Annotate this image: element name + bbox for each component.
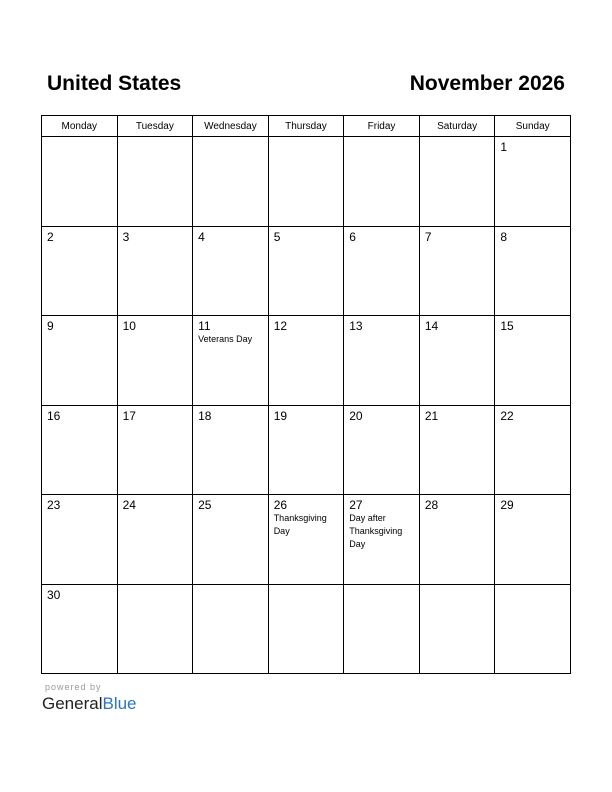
day-number: 13: [349, 319, 363, 333]
day-number: 4: [198, 229, 205, 244]
day-cell[interactable]: [268, 226, 344, 316]
weekday-header: Tuesday: [117, 116, 193, 137]
day-cell[interactable]: [419, 316, 495, 406]
week-row: [42, 584, 571, 674]
empty-day-cell: [268, 137, 344, 227]
brand-logo[interactable]: [42, 693, 137, 715]
week-row: [42, 495, 571, 585]
day-cell[interactable]: [344, 316, 420, 406]
empty-day-cell: [193, 584, 269, 674]
day-cell[interactable]: [42, 584, 118, 674]
day-cell[interactable]: [419, 405, 495, 495]
day-cell[interactable]: [117, 226, 193, 316]
weekday-header: Monday: [42, 116, 118, 137]
calendar-grid: [41, 115, 571, 674]
day-number: 14: [424, 319, 439, 333]
holiday-label: Day after Thanksgiving Day: [349, 513, 403, 549]
day-number: 29: [500, 498, 514, 512]
day-cell[interactable]: [117, 316, 193, 406]
day-cell[interactable]: [419, 495, 495, 585]
day-cell[interactable]: [193, 495, 269, 585]
weekday-header-row: [42, 116, 571, 137]
empty-day-cell: [344, 584, 420, 674]
day-cell[interactable]: [42, 405, 118, 495]
day-number: 5: [273, 229, 281, 244]
day-cell[interactable]: [42, 226, 118, 316]
day-number: 28: [424, 498, 439, 512]
day-number: 25: [198, 498, 212, 512]
day-number: 3: [122, 229, 130, 244]
country-title: United States: [47, 72, 182, 95]
day-number: 12: [273, 319, 288, 333]
day-cell[interactable]: [495, 495, 571, 585]
day-number: 18: [198, 408, 212, 423]
day-number: 27: [349, 498, 363, 512]
day-cell[interactable]: [268, 405, 344, 495]
day-number: 19: [273, 408, 288, 423]
day-number: 11: [198, 319, 211, 333]
day-number: 10: [122, 319, 136, 333]
day-cell[interactable]: [268, 316, 344, 406]
day-cell[interactable]: [495, 405, 571, 495]
weekday-header: Sunday: [495, 116, 571, 137]
day-cell[interactable]: [344, 226, 420, 316]
day-cell[interactable]: [344, 495, 420, 585]
empty-day-cell: [193, 137, 269, 227]
day-cell[interactable]: [42, 495, 118, 585]
brand-name-part2: Blue: [102, 694, 137, 713]
day-number: 9: [47, 319, 54, 333]
day-cell[interactable]: [117, 495, 193, 585]
holiday-label: Veterans Day: [198, 334, 253, 344]
empty-day-cell: [344, 137, 420, 227]
day-number: 8: [500, 229, 508, 244]
day-number: 15: [500, 319, 514, 333]
empty-day-cell: [42, 137, 118, 227]
day-cell[interactable]: [42, 316, 118, 406]
day-number: 16: [47, 408, 61, 423]
powered-by-label: powered by: [45, 682, 102, 692]
day-number: 7: [424, 229, 432, 244]
empty-day-cell: [117, 584, 193, 674]
weekday-header: Friday: [344, 116, 420, 137]
day-cell[interactable]: [344, 405, 420, 495]
day-number: 20: [349, 408, 363, 423]
empty-day-cell: [268, 584, 344, 674]
day-number: 6: [349, 229, 356, 244]
day-cell[interactable]: [193, 405, 269, 495]
week-row: [42, 226, 571, 316]
holiday-label: Thanksgiving Day: [273, 513, 327, 536]
day-cell[interactable]: [495, 316, 571, 406]
weekday-header: Wednesday: [193, 116, 269, 137]
day-cell[interactable]: [268, 495, 344, 585]
day-number: 26: [273, 498, 288, 512]
day-cell[interactable]: [495, 226, 571, 316]
day-number: 23: [47, 498, 61, 512]
brand-name-part1: General: [42, 694, 103, 713]
day-number: 1: [500, 140, 508, 154]
day-cell[interactable]: [117, 405, 193, 495]
day-number: 30: [47, 587, 61, 602]
weekday-header: Saturday: [419, 116, 495, 137]
empty-day-cell: [419, 584, 495, 674]
day-number: 17: [122, 408, 136, 423]
week-row: [42, 316, 571, 406]
day-cell[interactable]: [193, 226, 269, 316]
weekday-header: Thursday: [268, 116, 344, 137]
empty-day-cell: [495, 584, 571, 674]
day-cell[interactable]: [419, 226, 495, 316]
day-cell[interactable]: [495, 137, 571, 227]
empty-day-cell: [117, 137, 193, 227]
day-number: 2: [47, 229, 54, 244]
day-number: 21: [424, 408, 439, 423]
day-cell[interactable]: [193, 316, 269, 406]
empty-day-cell: [419, 137, 495, 227]
week-row: [42, 405, 571, 495]
day-number: 22: [500, 408, 514, 423]
day-number: 24: [122, 498, 136, 512]
week-row: [42, 137, 571, 227]
month-title: November 2026: [409, 72, 565, 95]
